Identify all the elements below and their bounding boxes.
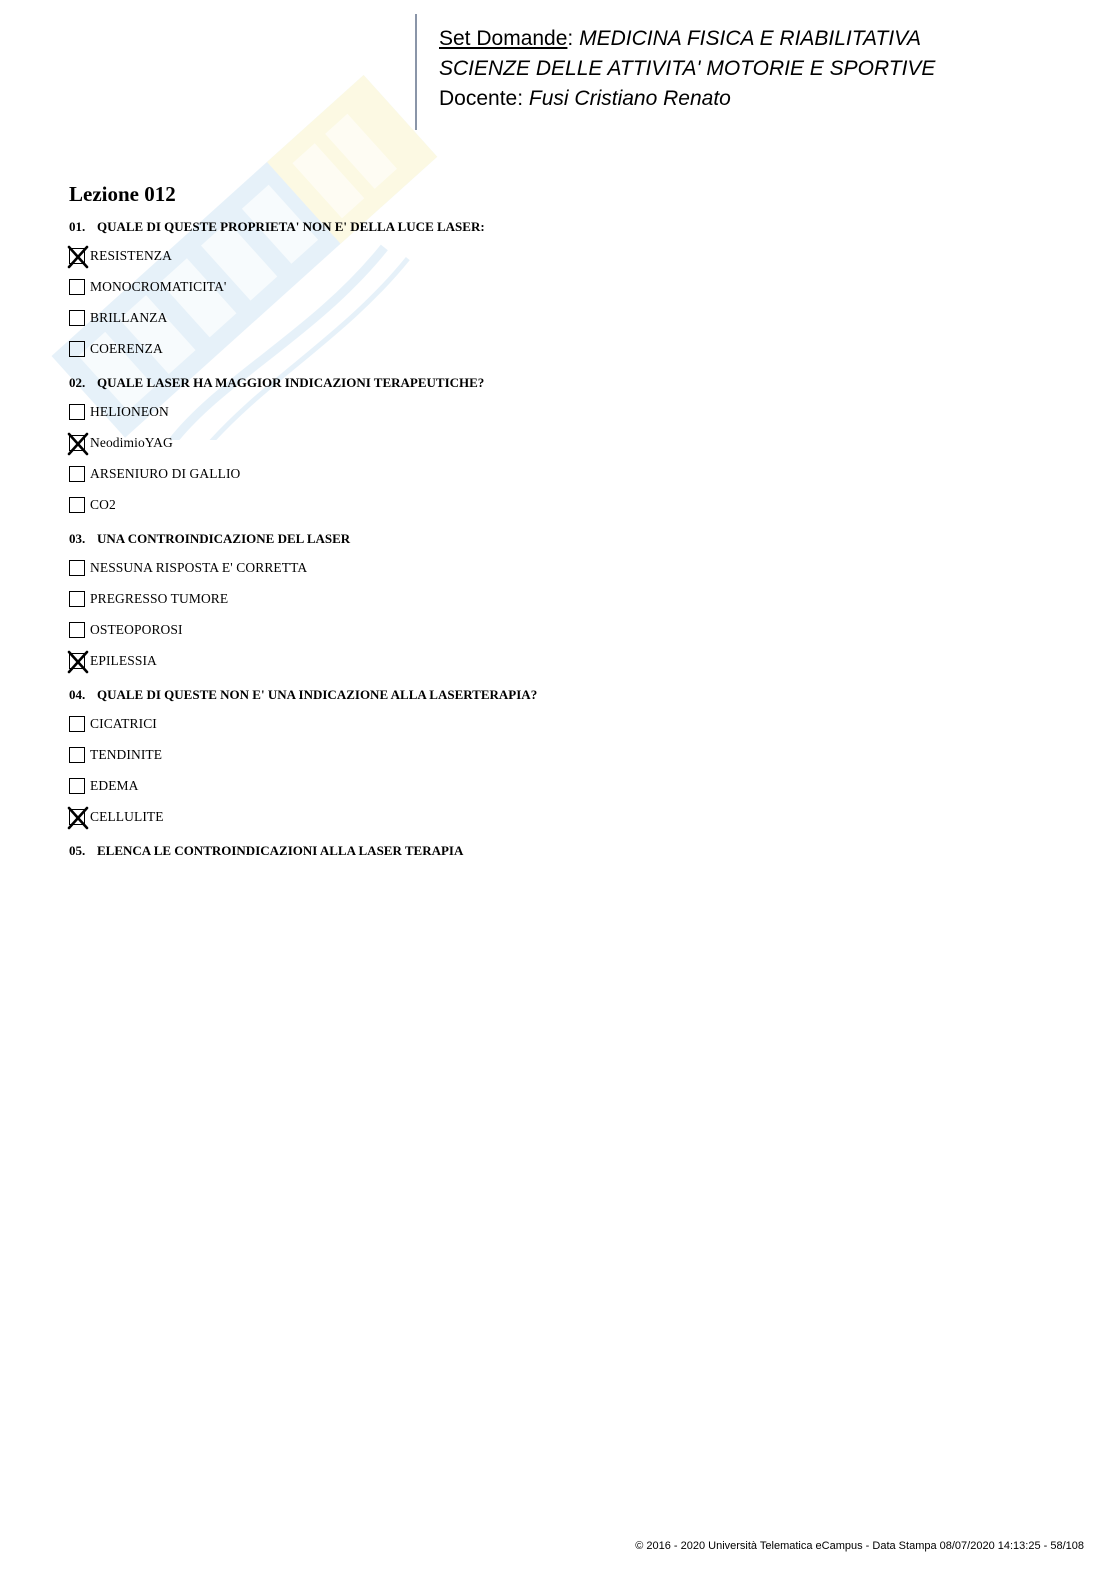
checkbox[interactable] [69, 466, 85, 482]
header-set-row [439, 24, 935, 54]
question-block [69, 687, 1069, 832]
checkbox[interactable] [69, 560, 85, 576]
question-text [69, 687, 1069, 703]
answer-option[interactable] [69, 770, 1069, 801]
teacher-label: Docente: [439, 87, 524, 110]
option-label: EPILESSIA [90, 652, 157, 668]
question-text [69, 843, 1069, 859]
option-label: NESSUNA RISPOSTA E' CORRETTA [90, 559, 308, 575]
set-title: MEDICINA FISICA E RIABILITATIVA [579, 27, 922, 50]
question-block [69, 219, 1069, 364]
question-number: 05. [69, 843, 86, 858]
checkbox[interactable] [69, 747, 85, 763]
option-label: CICATRICI [90, 715, 157, 731]
question-label: QUALE LASER HA MAGGIOR INDICAZIONI TERAPEUTICHE? [97, 375, 485, 390]
option-label: CO2 [90, 496, 116, 512]
checkbox[interactable] [69, 591, 85, 607]
checked-checkbox[interactable] [69, 435, 85, 451]
option-label: MONOCROMATICITA' [90, 278, 227, 294]
answer-option[interactable] [69, 801, 1069, 832]
checkbox[interactable] [69, 778, 85, 794]
answer-option[interactable] [69, 739, 1069, 770]
question-label: ELENCA LE CONTROINDICAZIONI ALLA LASER TERAPIA [97, 843, 464, 858]
question-text [69, 531, 1069, 547]
cross-mark-icon [66, 649, 90, 675]
teacher-name: Fusi Cristiano Renato [528, 87, 731, 110]
answer-option[interactable] [69, 489, 1069, 520]
checked-checkbox[interactable] [69, 248, 85, 264]
answer-option[interactable] [69, 240, 1069, 271]
answer-option[interactable] [69, 708, 1069, 739]
question-label: UNA CONTROINDICAZIONE DEL LASER [97, 531, 351, 546]
checkbox[interactable] [69, 341, 85, 357]
option-label: ARSENIURO DI GALLIO [90, 465, 241, 481]
option-label: HELIONEON [90, 403, 169, 419]
option-label: BRILLANZA [90, 309, 168, 325]
cross-mark-icon [66, 805, 90, 831]
option-label: EDEMA [90, 777, 139, 793]
checkbox[interactable] [69, 497, 85, 513]
checkbox[interactable] [69, 716, 85, 732]
option-label: PREGRESSO TUMORE [90, 590, 229, 606]
answer-option[interactable] [69, 396, 1069, 427]
question-block [69, 843, 1069, 859]
option-label: OSTEOPOROSI [90, 621, 183, 637]
cross-mark-icon [66, 244, 90, 270]
question-label: QUALE DI QUESTE NON E' UNA INDICAZIONE ALLA LASERTERAPIA? [97, 687, 538, 702]
document-header [439, 24, 935, 114]
set-colon: : [567, 27, 574, 50]
checkbox[interactable] [69, 279, 85, 295]
answer-option[interactable] [69, 271, 1069, 302]
footer-copyright: © 2016 - 2020 Università Telematica eCampus - Data Stampa 08/07/2020 14:13:25 - 58/108 [635, 1540, 1084, 1552]
option-label: RESISTENZA [90, 247, 172, 263]
question-label: QUALE DI QUESTE PROPRIETA' NON E' DELLA LUCE LASER: [97, 219, 485, 234]
question-block [69, 531, 1069, 676]
checkbox[interactable] [69, 310, 85, 326]
answer-option[interactable] [69, 302, 1069, 333]
set-label: Set Domande [439, 27, 568, 50]
question-number: 02. [69, 375, 86, 390]
checkbox[interactable] [69, 404, 85, 420]
question-text [69, 375, 1069, 391]
cross-mark-icon [66, 431, 90, 457]
question-text [69, 219, 1069, 235]
option-label: TENDINITE [90, 746, 163, 762]
header-divider [415, 14, 417, 130]
option-label: COERENZA [90, 340, 163, 356]
question-number: 03. [69, 531, 86, 546]
question-number: 04. [69, 687, 86, 702]
course-name: SCIENZE DELLE ATTIVITA' MOTORIE E SPORTIVE [439, 57, 936, 80]
checked-checkbox[interactable] [69, 653, 85, 669]
question-block [69, 375, 1069, 520]
question-list [69, 219, 1069, 870]
answer-option[interactable] [69, 458, 1069, 489]
option-label: CELLULITE [90, 808, 164, 824]
option-label: NeodimioYAG [90, 434, 173, 450]
checkbox[interactable] [69, 622, 85, 638]
checked-checkbox[interactable] [69, 809, 85, 825]
question-number: 01. [69, 219, 86, 234]
answer-option[interactable] [69, 614, 1069, 645]
lesson-title: Lezione 012 [69, 182, 176, 206]
answer-option[interactable] [69, 333, 1069, 364]
header-teacher-row [439, 84, 935, 114]
answer-option[interactable] [69, 583, 1069, 614]
answer-option[interactable] [69, 645, 1069, 676]
answer-option[interactable] [69, 552, 1069, 583]
answer-option[interactable] [69, 427, 1069, 458]
